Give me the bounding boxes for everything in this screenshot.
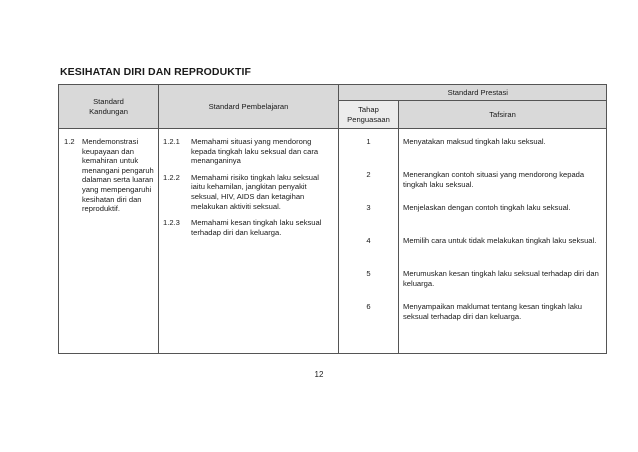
pembelajaran-number: 1.2.1 xyxy=(163,137,180,146)
tahap-level: 5 xyxy=(366,269,371,278)
tahap-level: 6 xyxy=(366,302,371,311)
header-tafsiran: Tafsiran xyxy=(399,101,607,129)
pembelajaran-item xyxy=(163,173,334,211)
pembelajaran-item xyxy=(163,218,334,237)
pembelajaran-number: 1.2.3 xyxy=(163,218,180,228)
header-kandungan-line2: Kandungan xyxy=(89,106,128,116)
header-tahap-penguasaan xyxy=(339,101,399,129)
tafsiran-text: Memilih cara untuk tidak melakukan tingkah laku seksual. xyxy=(403,236,597,245)
header-tahap-line2: Penguasaan xyxy=(347,114,390,124)
pembelajaran-cell xyxy=(159,129,339,354)
tahap-level: 4 xyxy=(366,236,371,245)
tafsiran-text: Menerangkan contoh situasi yang mendorong kepada tingkah laku seksual. xyxy=(403,170,585,189)
tafsiran-text: Menjelaskan dengan contoh tingkah laku seksual. xyxy=(403,203,571,212)
section-title: KESIHATAN DIRI DAN REPRODUKTIF xyxy=(60,66,252,78)
tahap-level: 2 xyxy=(366,170,371,179)
kandungan-text: Mendemonstrasi keupayaan dan kemahiran untuk menangani pengaruh dalaman serta luaran yang mempengaruhi kesihatan diri dan reproduktif. xyxy=(82,137,154,214)
tafsiran-text: Merumuskan kesan tingkah laku seksual terhadap diri dan keluarga. xyxy=(403,269,599,288)
header-standard-kandungan xyxy=(59,85,159,129)
page-number: 12 xyxy=(314,370,324,379)
pembelajaran-text: Memahami situasi yang mendorong kepada tingkah laku seksual dan cara menanganinya xyxy=(191,137,319,166)
pembelajaran-text: Memahami risiko tingkah laku seksual iaitu kehamilan, jangkitan penyakit seksual, HIV, AIDS dan ketagihan melakukan aktiviti seksual. xyxy=(191,172,319,211)
tahap-cell xyxy=(339,129,399,354)
tafsiran-text: Menyatakan maksud tingkah laku seksual. xyxy=(403,137,546,146)
header-tahap-line1: Tahap xyxy=(358,104,379,114)
pembelajaran-text: Memahami kesan tingkah laku seksual terhadap diri dan keluarga. xyxy=(191,218,322,237)
tafsiran-text: Menyampaikan maklumat tentang kesan tingkah laku seksual terhadap diri dan keluarga. xyxy=(403,302,582,321)
pembelajaran-item xyxy=(163,137,334,166)
header-standard-pembelajaran: Standard Pembelajaran xyxy=(159,85,339,129)
header-standard-prestasi: Standard Prestasi xyxy=(339,85,607,101)
tahap-level: 1 xyxy=(366,137,371,146)
header-kandungan-line1: Standard xyxy=(93,96,124,106)
tahap-level: 3 xyxy=(366,203,371,212)
pembelajaran-number: 1.2.2 xyxy=(163,172,180,182)
curriculum-table xyxy=(58,84,607,354)
kandungan-cell xyxy=(59,129,159,354)
tafsiran-cell xyxy=(399,129,607,354)
kandungan-number: 1.2 xyxy=(64,137,75,146)
